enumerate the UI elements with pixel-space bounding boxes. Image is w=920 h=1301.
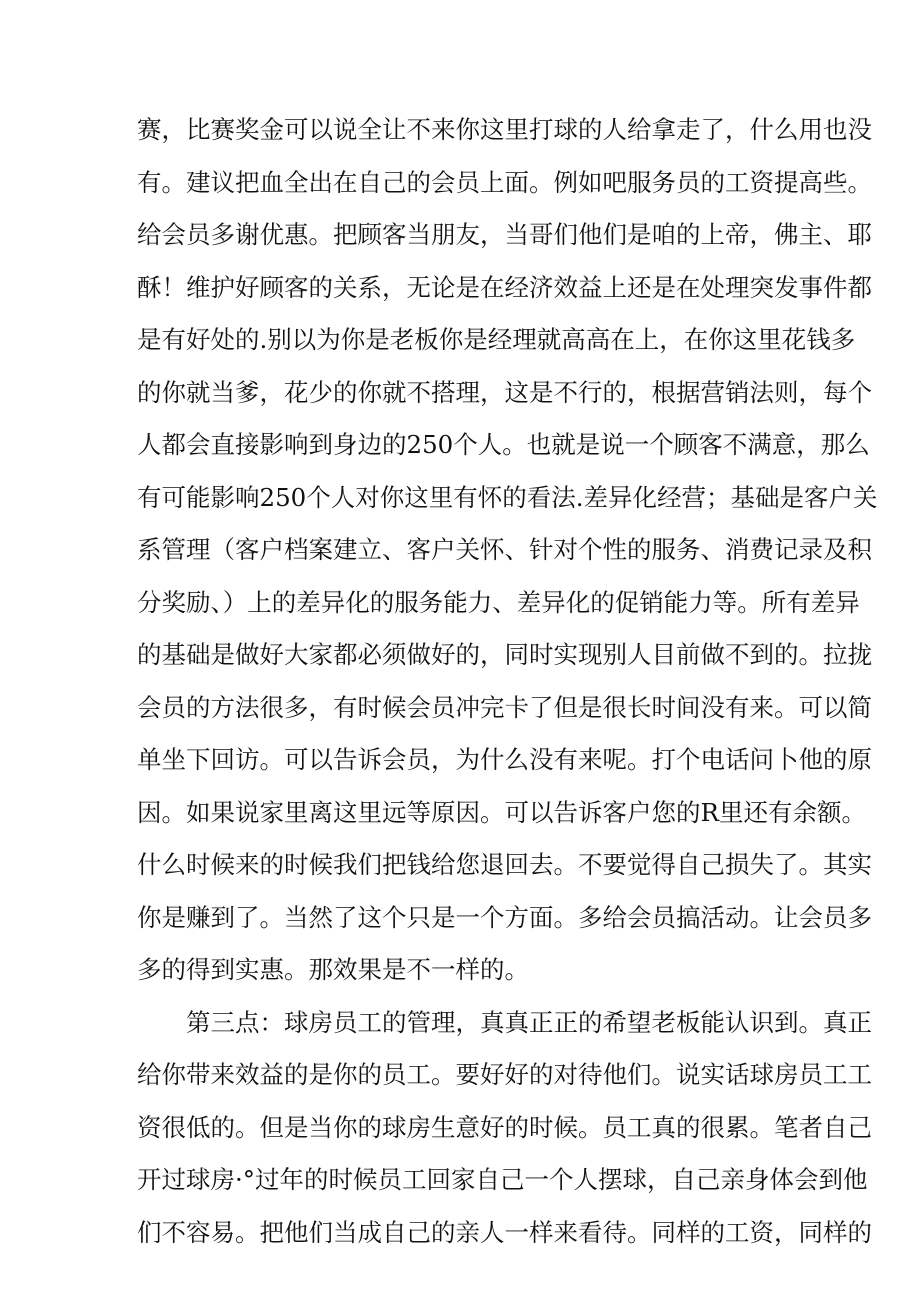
text-line: 的你就当爹，花少的你就不搭理，这是不行的，根据营销法则，每个 [137, 377, 872, 407]
text-line: 什么时候来的时候我们把钱给您退回去。不要觉得自己损失了。其实 [137, 850, 872, 879]
text-line: 单坐下回访。可以告诉会员，为什么没有来呢。打个电话问卜他的原 [137, 745, 872, 774]
paragraph-2 [137, 997, 872, 1260]
text-line: 系管理（客户档案建立、客户关怀、针对个性的服务、消费记录及积 [137, 535, 872, 564]
text-line: 给会员多谢优惠。把顾客当朋友，当哥们他们是咱的上帝，佛主、耶 [137, 220, 872, 249]
text-line: 资很低的。但是当你的球房生意好的时候。员工真的很累。笔者自己 [137, 1112, 872, 1142]
text-line: 第三点：球房员工的管理，真真正正的希望老板能认识到。真正 [186, 1007, 872, 1037]
text-line: 赛，比赛奖金可以说全让不来你这里打球的人给拿走了，什么用也没 [137, 115, 872, 144]
text-line: 是有好处的.别以为你是老板你是经理就高高在上，在你这里花钱多 [137, 325, 856, 354]
text-line: 的基础是做好大家都必须做好的，同时实现别人目前做不到的。拉拢 [137, 640, 872, 669]
text-line: 酥！维护好顾客的关系，无论是在经济效益上还是在处理突发事件都 [137, 272, 872, 302]
text-line: 多的得到实惠。那效果是不一样的。 [137, 955, 529, 984]
text-line: 给你带来效益的是你的员工。要好好的对待他们。说实话球房员工工 [137, 1060, 872, 1089]
text-line: 有。建议把血全出在自己的会员上面。例如吧服务员的工资提高些。 [137, 167, 872, 197]
text-line: 分奖励、）上的差异化的服务能力、差异化的促销能力等。所有差异 [137, 587, 860, 617]
text-line: 会员的方法很多，有时候会员冲完卡了但是很长时间没有来。可以简 [137, 692, 872, 722]
document-body [137, 104, 878, 1259]
text-line: 人都会直接影响到身边的250个人。也就是说一个顾客不满意，那么 [137, 430, 870, 459]
paragraph-1 [137, 104, 878, 997]
text-line: 有可能影响250个人对你这里有怀的看法.差异化经营；基础是客户关 [137, 482, 878, 512]
text-line: 开过球房·°过年的时候员工回家自己一个人摆球，自己亲身体会到他 [137, 1165, 868, 1194]
text-line: 们不容易。把他们当成自己的亲人一样来看待。同样的工资，同样的 [137, 1217, 872, 1247]
text-line: 你是赚到了。当然了这个只是一个方面。多给会员搞活动。让会员多 [137, 902, 872, 932]
text-line: 因。如果说家里离这里远等原因。可以告诉客户您的R里还有余额。 [137, 797, 866, 827]
